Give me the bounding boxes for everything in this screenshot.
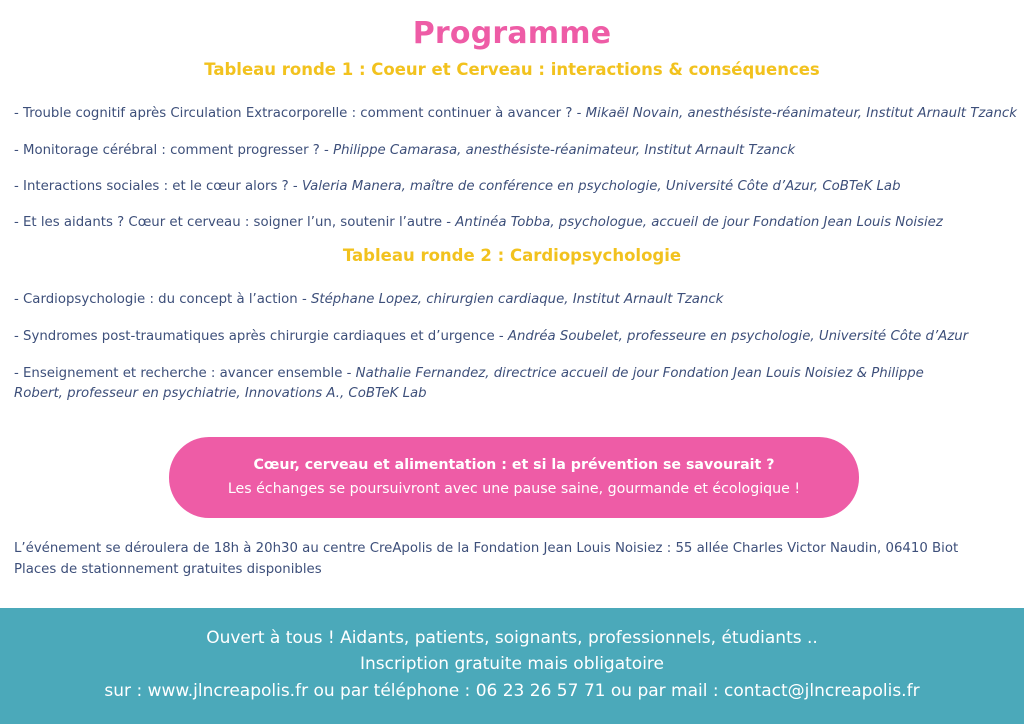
item-speaker: Nathalie Fernandez, directrice accueil de jour Fondation Jean Louis Noisiez & Philippe Robert, professeur en psychiatrie, Innovations A., CoBTeK Lab: [14, 366, 924, 401]
highlight-title: Cœur, cerveau et alimentation : et si la prévention se savourait ?: [253, 457, 775, 473]
item-topic: - Enseignement et recherche : avancer ensemble -: [14, 366, 356, 381]
item-topic: - Trouble cognitif après Circulation Extracorporelle : comment continuer à avancer ? -: [14, 106, 586, 121]
item-topic: - Syndromes post-traumatiques après chirurgie cardiaques et d’urgence -: [14, 329, 508, 344]
item-topic: - Monitorage cérébral : comment progresser ? -: [14, 143, 334, 158]
highlight-banner: [169, 437, 859, 518]
footer-banner: [0, 608, 1024, 724]
item-speaker: Valeria Manera, maître de conférence en psychologie, Université Côte d’Azur, CoBTeK Lab: [301, 179, 901, 194]
event-location-text: L’événement se déroulera de 18h à 20h30 au centre CreApolis de la Fondation Jean Louis Noisiez : 55 allée Charles Victor Naudin, 06410 Biot: [14, 541, 959, 556]
item-topic: - Cardiopsychologie : du concept à l’action -: [14, 292, 311, 307]
item-speaker: Philippe Camarasa, anesthésiste-réanimateur, Institut Arnault Tzanck: [333, 143, 796, 158]
item-speaker: Stéphane Lopez, chirurgien cardiaque, Institut Arnault Tzanck: [310, 292, 724, 307]
page-title: Programme: [412, 16, 612, 51]
round-table-2-heading: Tableau ronde 2 : Cardiopsychologie: [342, 246, 682, 265]
program-item: [14, 290, 1014, 310]
highlight-subtitle: Les échanges se poursuivront avec une pause saine, gourmande et écologique !: [227, 481, 801, 497]
footer-contact-text: sur : www.jlncreapolis.fr ou par téléphone : 06 23 26 57 71 ou par mail : contact@jlncreapolis.fr: [104, 681, 920, 701]
item-speaker: Andréa Soubelet, professeure en psychologie, Université Côte d’Azur: [507, 329, 969, 344]
program-item: [14, 141, 1014, 161]
item-speaker: Mikaël Novain, anesthésiste-réanimateur, Institut Arnault Tzanck: [585, 106, 1017, 121]
program-item: [14, 327, 1014, 347]
parking-info-text: Places de stationnement gratuites disponibles: [14, 562, 322, 577]
program-item: [14, 177, 1014, 197]
item-topic: - Interactions sociales : et le cœur alors ? -: [14, 179, 302, 194]
footer-registration-text: Inscription gratuite mais obligatoire: [359, 654, 665, 674]
footer-audience-text: Ouvert à tous ! Aidants, patients, soignants, professionnels, étudiants ..: [206, 628, 818, 648]
round-table-1-heading: Tableau ronde 1 : Coeur et Cerveau : interactions & conséquences: [204, 60, 820, 79]
program-item: [14, 213, 1014, 233]
item-speaker: Antinéa Tobba, psychologue, accueil de jour Fondation Jean Louis Noisiez: [455, 215, 943, 230]
program-item: [14, 104, 1017, 124]
program-item: [14, 364, 974, 404]
item-topic: - Et les aidants ? Cœur et cerveau : soigner l’un, soutenir l’autre -: [14, 215, 456, 230]
